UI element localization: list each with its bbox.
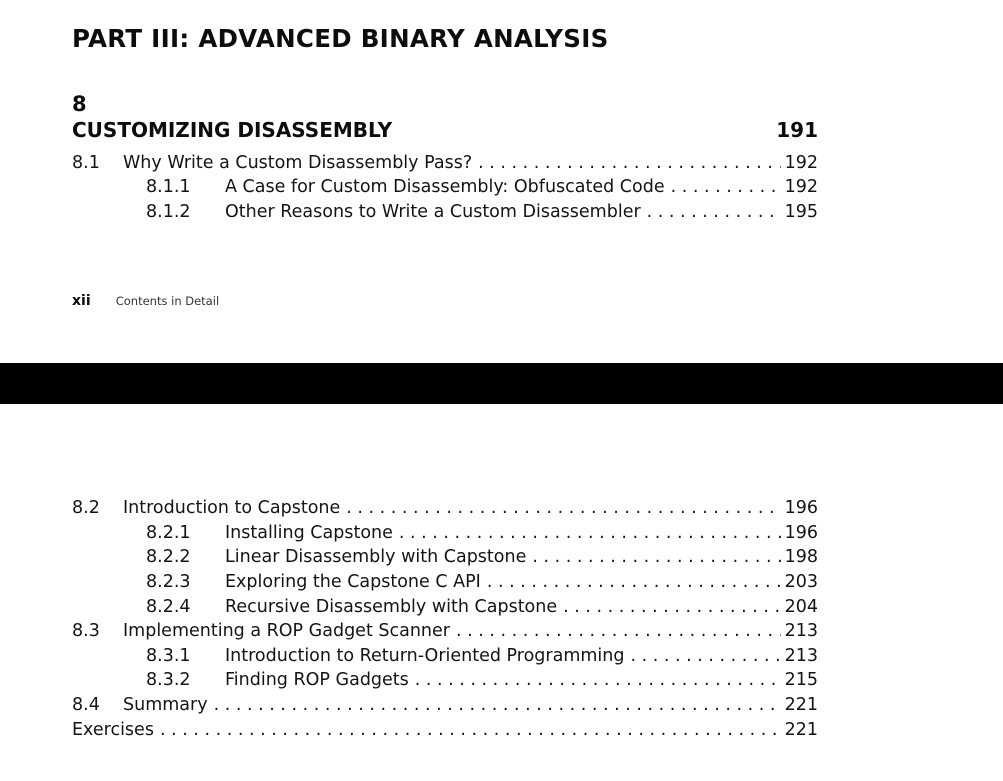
toc-entry-number: 8.2.4 xyxy=(146,597,191,617)
toc-entry-8-2-4[interactable] xyxy=(146,597,818,621)
toc-entry-page: 203 xyxy=(784,572,818,592)
toc-entry-page: 213 xyxy=(784,621,818,641)
page-footer xyxy=(72,290,219,309)
toc-entry-page: 204 xyxy=(784,597,818,617)
toc-entry-number: 8.1 xyxy=(72,153,100,173)
toc-page-bottom xyxy=(0,404,1003,781)
toc-entry-title: Exercises xyxy=(72,720,154,740)
toc-entry-number: 8.2.3 xyxy=(146,572,191,592)
toc-entry-page: 221 xyxy=(784,720,818,740)
toc-entry-number: 8.1.2 xyxy=(146,202,191,222)
toc-entry-page: 196 xyxy=(784,498,818,518)
leader-dots xyxy=(346,498,780,518)
chapter-title: CUSTOMIZING DISASSEMBLY xyxy=(72,118,393,142)
toc-entry-8-2-1[interactable] xyxy=(146,523,818,547)
toc-page-top xyxy=(0,0,1003,363)
toc-entry-title: Other Reasons to Write a Custom Disassembler xyxy=(225,202,641,222)
toc-entry-page: 192 xyxy=(784,153,818,173)
chapter-page-number: 191 xyxy=(776,118,818,142)
toc-entry-title: Introduction to Return-Oriented Programming xyxy=(225,646,625,666)
toc-entry-page: 213 xyxy=(784,646,818,666)
toc-entry-8-3-1[interactable] xyxy=(146,646,818,670)
leader-dots xyxy=(647,202,781,222)
toc-entry-title: Installing Capstone xyxy=(225,523,393,543)
toc-entry-title: Summary xyxy=(123,695,208,715)
toc-entry-exercises[interactable] xyxy=(72,720,818,744)
toc-entry-8-1[interactable] xyxy=(72,153,818,177)
toc-entry-title: Finding ROP Gadgets xyxy=(225,670,409,690)
toc-entry-number: 8.3.2 xyxy=(146,670,191,690)
leader-dots xyxy=(456,621,781,641)
toc-entry-number: 8.2.2 xyxy=(146,547,191,567)
toc-entry-number: 8.1.1 xyxy=(146,177,191,197)
leader-dots xyxy=(399,523,781,543)
toc-entry-title: A Case for Custom Disassembly: Obfuscated Code xyxy=(225,177,665,197)
leader-dots xyxy=(415,670,781,690)
toc-entry-8-2-3[interactable] xyxy=(146,572,818,596)
leader-dots xyxy=(487,572,781,592)
part-title: PART III: ADVANCED BINARY ANALYSIS xyxy=(72,24,609,53)
footer-running-title: Contents in Detail xyxy=(115,294,220,308)
toc-entry-title: Introduction to Capstone xyxy=(123,498,341,518)
leader-dots xyxy=(563,597,780,617)
toc-entry-title: Why Write a Custom Disassembly Pass? xyxy=(123,153,473,173)
toc-entry-8-3-2[interactable] xyxy=(146,670,818,694)
leader-dots xyxy=(160,720,781,740)
chapter-heading[interactable] xyxy=(72,118,818,146)
footer-page-number: xii xyxy=(72,293,91,309)
toc-entry-page: 215 xyxy=(784,670,818,690)
toc-entry-number: 8.3 xyxy=(72,621,100,641)
toc-entry-title: Recursive Disassembly with Capstone xyxy=(225,597,558,617)
toc-entry-page: 192 xyxy=(784,177,818,197)
toc-entry-number: 8.2.1 xyxy=(146,523,191,543)
toc-entry-8-2-2[interactable] xyxy=(146,547,818,571)
toc-entry-number: 8.3.1 xyxy=(146,646,191,666)
toc-entry-8-4[interactable] xyxy=(72,695,818,719)
toc-entry-page: 221 xyxy=(784,695,818,715)
toc-entry-number: 8.4 xyxy=(72,695,100,715)
page-separator-bar xyxy=(0,363,1003,404)
toc-entry-8-3[interactable] xyxy=(72,621,818,645)
leader-dots xyxy=(532,547,780,567)
toc-entry-page: 196 xyxy=(784,523,818,543)
toc-entry-page: 198 xyxy=(784,547,818,567)
leader-dots xyxy=(478,153,780,173)
toc-entry-title: Linear Disassembly with Capstone xyxy=(225,547,527,567)
chapter-number: 8 xyxy=(72,92,87,116)
toc-entry-title: Exploring the Capstone C API xyxy=(225,572,481,592)
toc-entry-number: 8.2 xyxy=(72,498,100,518)
toc-entry-8-1-2[interactable] xyxy=(146,202,818,226)
toc-entry-8-2[interactable] xyxy=(72,498,818,522)
toc-entry-title: Implementing a ROP Gadget Scanner xyxy=(123,621,450,641)
leader-dots xyxy=(671,177,781,197)
toc-entry-8-1-1[interactable] xyxy=(146,177,818,201)
leader-dots xyxy=(214,695,781,715)
toc-entry-page: 195 xyxy=(784,202,818,222)
leader-dots xyxy=(630,646,780,666)
